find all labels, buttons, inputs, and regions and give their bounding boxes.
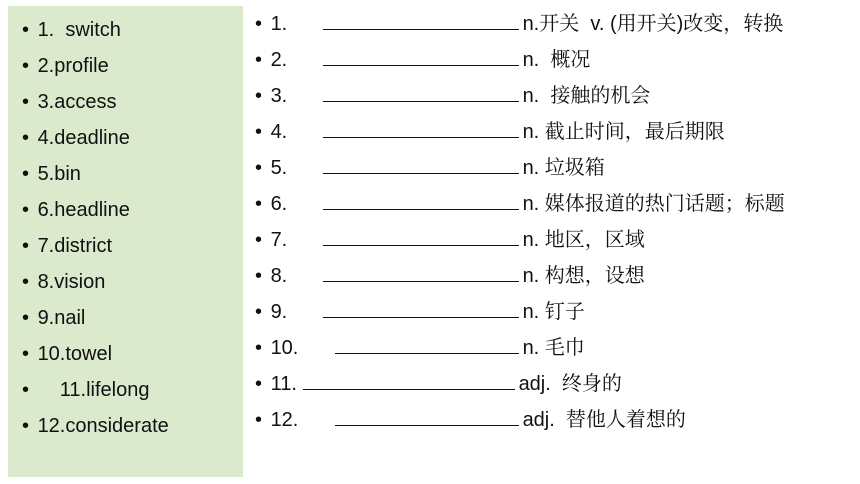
definition-list: [255, 10, 785, 442]
word-text: 8.vision: [37, 271, 106, 293]
word-item: • 11.lifelong: [22, 379, 150, 401]
definition-item: • 6. n. 媒体报道的热门话题；标题: [255, 190, 785, 226]
definition-text: n. 截止时间，最后期限: [522, 121, 725, 143]
word-item: • 1. switch: [22, 19, 121, 41]
item-number: 3.: [270, 85, 288, 107]
definition-text: n. 地区，区域: [522, 229, 645, 251]
item-number: 2.: [270, 49, 288, 71]
definition-text: n. 概况: [522, 49, 591, 71]
word-text: 1. switch: [37, 19, 121, 41]
definition-item: • 8. n. 构想，设想: [255, 262, 785, 298]
word-item: • 4.deadline: [22, 127, 130, 149]
definition-text: n. 垃圾箱: [522, 157, 605, 179]
definition-item: • 3. n. 接触的机会: [255, 82, 785, 118]
definition-item: • 4. n. 截止时间，最后期限: [255, 118, 785, 154]
word-list: [22, 16, 169, 448]
definition-item: • 7. n. 地区，区域: [255, 226, 785, 262]
item-number: 12.: [270, 409, 299, 431]
answer-blank[interactable]: [335, 407, 519, 426]
answer-blank[interactable]: [335, 335, 519, 354]
word-item: • 9.nail: [22, 307, 86, 329]
answer-blank[interactable]: [303, 371, 515, 390]
word-item: • 6.headline: [22, 199, 130, 221]
word-item: • 10.towel: [22, 343, 113, 365]
word-text: 5.bin: [37, 163, 81, 185]
item-number: 10.: [270, 337, 299, 359]
item-number: 4.: [270, 121, 288, 143]
item-number: 1.: [270, 13, 288, 35]
item-number: 5.: [270, 157, 288, 179]
word-text: 11.lifelong: [37, 379, 150, 401]
definition-text: n. 媒体报道的热门话题；标题: [522, 193, 785, 215]
answer-blank[interactable]: [323, 83, 519, 102]
word-item: • 2.profile: [22, 55, 109, 77]
word-item: • 12.considerate: [22, 415, 169, 437]
definition-item: • 5. n. 垃圾箱: [255, 154, 785, 190]
word-text: 9.nail: [37, 307, 86, 329]
word-text: 4.deadline: [37, 127, 130, 149]
word-item: • 7.district: [22, 235, 113, 257]
definition-item: • 1. n.开关 v. (用开关)改变，转换: [255, 10, 785, 46]
answer-blank[interactable]: [323, 191, 519, 210]
answer-blank[interactable]: [323, 11, 519, 30]
definition-item: • 10. n. 毛巾: [255, 334, 785, 370]
left-word-panel: [8, 6, 243, 477]
definition-text: adj. 替他人着想的: [522, 409, 686, 431]
definition-item: • 12. adj. 替他人着想的: [255, 406, 785, 442]
answer-blank[interactable]: [323, 155, 519, 174]
word-text: 2.profile: [37, 55, 109, 77]
word-text: 6.headline: [37, 199, 130, 221]
definition-text: n. 构想，设想: [522, 265, 645, 287]
definition-text: n.开关 v. (用开关)改变，转换: [522, 13, 784, 35]
answer-blank[interactable]: [323, 299, 519, 318]
answer-blank[interactable]: [323, 227, 519, 246]
definition-item: • 9. n. 钉子: [255, 298, 785, 334]
answer-blank[interactable]: [323, 119, 519, 138]
definition-text: n. 接触的机会: [522, 85, 651, 107]
item-number: 9.: [270, 301, 288, 323]
definition-text: n. 毛巾: [522, 337, 585, 359]
item-number: 7.: [270, 229, 288, 251]
item-number: 6.: [270, 193, 288, 215]
definition-item: • 2. n. 概况: [255, 46, 785, 82]
definition-text: n. 钉子: [522, 301, 585, 323]
item-number: 11.: [270, 373, 297, 395]
word-item: • 8.vision: [22, 271, 106, 293]
word-text: 7.district: [37, 235, 113, 257]
definition-item: • 11. adj. 终身的: [255, 370, 785, 406]
word-text: 12.considerate: [37, 415, 169, 437]
word-text: 3.access: [37, 91, 117, 113]
word-item: • 5.bin: [22, 163, 81, 185]
word-text: 10.towel: [37, 343, 113, 365]
answer-blank[interactable]: [323, 263, 519, 282]
word-item: • 3.access: [22, 91, 117, 113]
answer-blank[interactable]: [323, 47, 519, 66]
item-number: 8.: [270, 265, 288, 287]
definition-text: adj. 终身的: [518, 373, 622, 395]
